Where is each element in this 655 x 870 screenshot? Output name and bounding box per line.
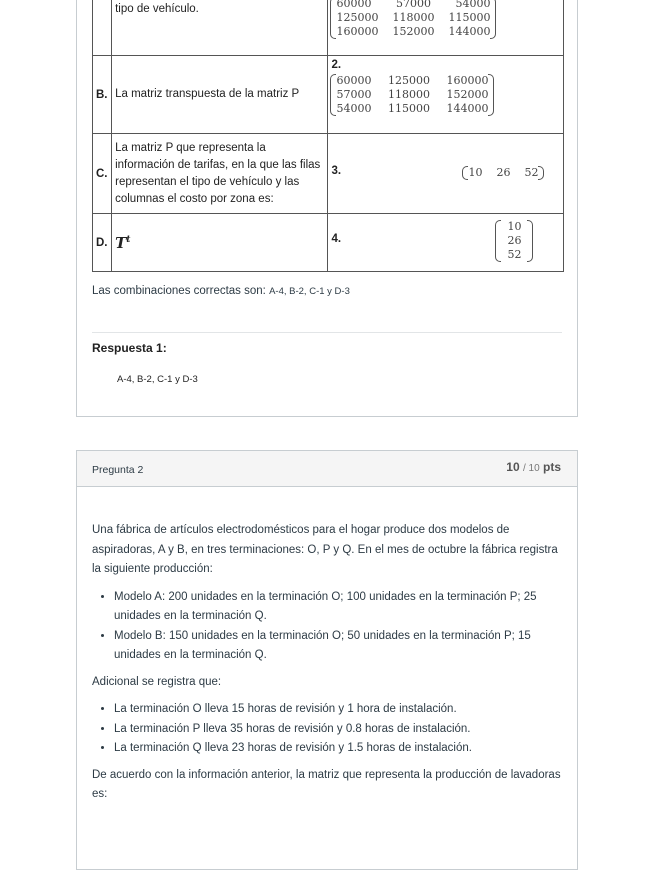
answer-cell <box>328 56 564 134</box>
left-bracket-icon <box>330 0 336 39</box>
table-row <box>93 214 564 272</box>
answer-number: 3. <box>331 165 342 177</box>
question-prompt: De acuerdo con la información anterior, la matriz que representa la producción de lavadoras es: <box>92 768 561 800</box>
list-item: • La terminación Q lleva 23 horas de revisión y 1.5 horas de instalación. <box>114 739 567 759</box>
row-description: tipo de vehículo. <box>112 0 328 56</box>
matching-table <box>92 0 564 272</box>
right-bracket-icon <box>490 0 496 39</box>
matrix-row: 26 <box>507 234 522 247</box>
matrix-row: 10 26 52 <box>468 166 539 179</box>
row-letter: B. <box>93 56 112 134</box>
row-letter <box>93 0 112 56</box>
matrix-display <box>468 166 538 180</box>
additional-note: Adicional se registra que: <box>92 675 222 688</box>
correct-combinations <box>92 285 350 297</box>
left-bracket-icon <box>462 166 468 180</box>
combinations-value: A-4, B-2, C-1 y D-3 <box>269 286 350 297</box>
question-title: Pregunta 2 <box>92 464 144 476</box>
row-letter: C. <box>93 134 112 214</box>
transpose-expression: $T^t$ <box>115 233 131 252</box>
matrix-row: 60000 125000 160000 <box>336 74 489 87</box>
row-description: La matriz P que representa la información de tarifas, en la que las filas representan el tipo de vehículo y las columnas el costo por zona es: <box>112 134 328 214</box>
answer-number: 4. <box>331 233 342 245</box>
list-item: • La terminación O lleva 15 horas de revisión y 1 hora de instalación. <box>114 700 567 720</box>
table-row <box>93 134 564 214</box>
matrix-row: 125000 118000 115000 <box>336 11 491 24</box>
question-2-card <box>76 450 578 870</box>
answer-cell <box>328 214 564 272</box>
question-header <box>77 451 577 487</box>
terminations-list <box>92 700 567 759</box>
row-letter: D. <box>93 214 112 272</box>
answer-number: 2. <box>331 59 342 71</box>
right-bracket-icon <box>527 220 533 262</box>
right-bracket-icon <box>488 74 494 116</box>
table-row <box>93 56 564 134</box>
matrix-row: 54000 115000 144000 <box>336 102 489 115</box>
response-value: A-4, B-2, C-1 y D-3 <box>117 374 198 385</box>
divider <box>92 332 562 333</box>
list-item: • Modelo A: 200 unidades en la terminación O; 100 unidades en la terminación P; 25 unidades en la terminación Q. <box>114 588 567 627</box>
matrix-row: 160000 152000 144000 <box>336 25 491 38</box>
matrix-display <box>336 0 490 39</box>
matrix-display <box>501 220 527 262</box>
matrix-row: 57000 118000 152000 <box>336 88 489 101</box>
matrix-row: 10 <box>507 220 522 233</box>
response-label: Respuesta 1: <box>92 341 167 355</box>
matrix-row: 52 <box>507 248 522 261</box>
left-bracket-icon <box>495 220 501 262</box>
combinations-label: Las combinaciones correctas son: <box>92 285 266 297</box>
question-intro: Una fábrica de artículos electrodomésticos para el hogar produce dos modelos de aspiradoras, A y B, en tres terminaciones: O, P y Q. En el mes de octubre la fábrica registra la siguiente producción: <box>92 524 558 575</box>
production-list <box>92 588 567 666</box>
question-1-card <box>76 0 578 417</box>
matrix-display <box>336 74 488 116</box>
list-item: • La terminación P lleva 35 horas de revisión y 0.8 horas de instalación. <box>114 720 567 740</box>
answer-cell <box>328 134 564 214</box>
question-body <box>92 521 567 813</box>
right-bracket-icon <box>538 166 544 180</box>
row-description <box>112 214 328 272</box>
table-row <box>93 0 564 56</box>
left-bracket-icon <box>330 74 336 116</box>
answer-cell <box>328 0 564 56</box>
row-description: La matriz transpuesta de la matriz P <box>112 56 328 134</box>
list-item: • Modelo B: 150 unidades en la terminación O; 50 unidades en la terminación P; 15 unidades en la terminación Q. <box>114 627 567 666</box>
question-points: 10 / 10 pts <box>506 460 561 474</box>
matrix-row: 60000 57000 54000 <box>336 0 491 10</box>
